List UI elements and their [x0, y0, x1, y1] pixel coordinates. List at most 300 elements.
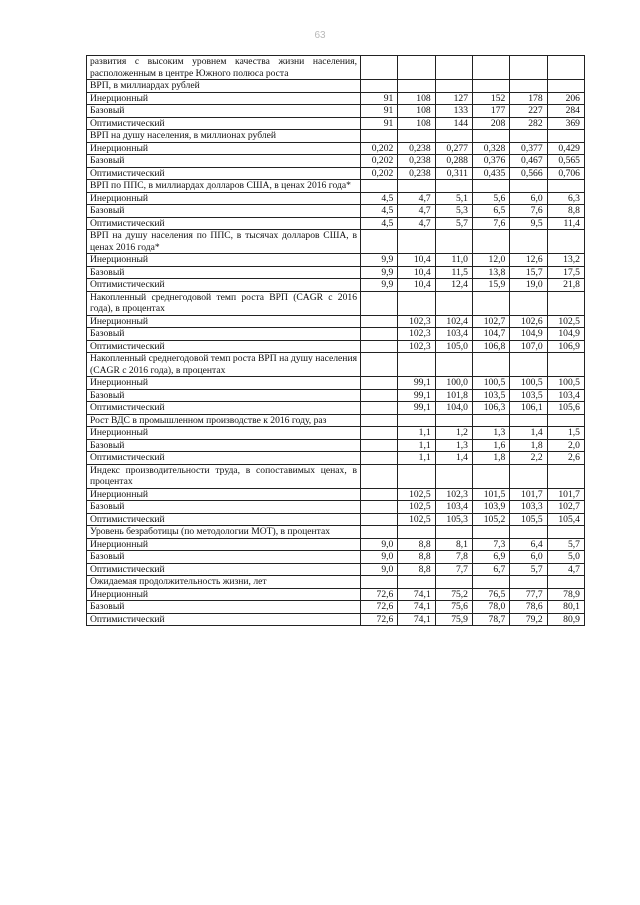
- value-cell: 13,2: [547, 254, 584, 267]
- scenario-row: [87, 155, 585, 168]
- value-cell: 99,1: [398, 389, 435, 402]
- value-cell: [547, 130, 584, 143]
- value-cell: [361, 513, 398, 526]
- scenario-row: [87, 389, 585, 402]
- scenario-row: [87, 513, 585, 526]
- value-cell: 6,0: [510, 551, 547, 564]
- value-cell: 5,7: [547, 538, 584, 551]
- value-cell: [361, 291, 398, 315]
- value-cell: [398, 414, 435, 427]
- value-cell: [472, 464, 509, 488]
- value-cell: 79,2: [510, 613, 547, 626]
- value-cell: [361, 464, 398, 488]
- value-cell: 19,0: [510, 279, 547, 292]
- value-cell: 102,4: [435, 315, 472, 328]
- value-cell: [361, 488, 398, 501]
- value-cell: [472, 526, 509, 539]
- value-cell: [435, 414, 472, 427]
- value-cell: [510, 353, 547, 377]
- value-cell: 5,1: [435, 192, 472, 205]
- value-cell: 12,6: [510, 254, 547, 267]
- indicator-header-row: [87, 130, 585, 143]
- value-cell: 12,4: [435, 279, 472, 292]
- scenario-row: [87, 167, 585, 180]
- value-cell: 6,7: [472, 563, 509, 576]
- value-cell: 0,288: [435, 155, 472, 168]
- value-cell: 7,6: [472, 217, 509, 230]
- value-cell: [472, 353, 509, 377]
- value-cell: 75,9: [435, 613, 472, 626]
- value-cell: 282: [510, 117, 547, 130]
- indicator-title: Накопленный среднегодовой темп роста ВРП (CAGR с 2016 года), в процентах: [87, 291, 361, 315]
- value-cell: 108: [398, 92, 435, 105]
- value-cell: 0,435: [472, 167, 509, 180]
- value-cell: 74,1: [398, 613, 435, 626]
- value-cell: 102,6: [510, 315, 547, 328]
- scenario-label: Оптимистический: [87, 340, 361, 353]
- value-cell: 78,6: [510, 601, 547, 614]
- value-cell: [398, 576, 435, 589]
- value-cell: [435, 526, 472, 539]
- value-cell: 1,4: [510, 427, 547, 440]
- value-cell: 104,9: [510, 328, 547, 341]
- value-cell: [435, 180, 472, 193]
- value-cell: [472, 56, 509, 80]
- value-cell: 91: [361, 92, 398, 105]
- value-cell: 102,7: [472, 315, 509, 328]
- value-cell: [472, 414, 509, 427]
- scenario-label: Оптимистический: [87, 167, 361, 180]
- indicator-header-row: [87, 291, 585, 315]
- value-cell: 0,706: [547, 167, 584, 180]
- scenario-label: Инерционный: [87, 488, 361, 501]
- value-cell: 101,7: [547, 488, 584, 501]
- value-cell: [510, 180, 547, 193]
- value-cell: 99,1: [398, 377, 435, 390]
- value-cell: 6,9: [472, 551, 509, 564]
- value-cell: 0,429: [547, 142, 584, 155]
- value-cell: 102,3: [435, 488, 472, 501]
- value-cell: [361, 427, 398, 440]
- scenario-row: [87, 427, 585, 440]
- value-cell: 102,5: [547, 315, 584, 328]
- value-cell: 0,202: [361, 155, 398, 168]
- value-cell: [547, 180, 584, 193]
- scenario-row: [87, 205, 585, 218]
- value-cell: [547, 80, 584, 93]
- value-cell: 0,238: [398, 142, 435, 155]
- value-cell: 102,7: [547, 501, 584, 514]
- value-cell: 1,8: [510, 439, 547, 452]
- scenario-row: [87, 538, 585, 551]
- scenario-row: [87, 217, 585, 230]
- scenario-row: [87, 105, 585, 118]
- value-cell: [398, 180, 435, 193]
- scenario-row: [87, 501, 585, 514]
- scenario-label: Базовый: [87, 266, 361, 279]
- value-cell: [547, 576, 584, 589]
- value-cell: 7,8: [435, 551, 472, 564]
- scenario-row: [87, 563, 585, 576]
- value-cell: 4,5: [361, 205, 398, 218]
- page-number: 63: [314, 30, 326, 41]
- value-cell: 0,328: [472, 142, 509, 155]
- value-cell: 1,1: [398, 427, 435, 440]
- value-cell: 127: [435, 92, 472, 105]
- value-cell: 103,5: [510, 389, 547, 402]
- value-cell: [510, 291, 547, 315]
- value-cell: 5,0: [547, 551, 584, 564]
- scenario-label: Инерционный: [87, 142, 361, 155]
- value-cell: [361, 526, 398, 539]
- value-cell: 1,6: [472, 439, 509, 452]
- value-cell: 6,5: [472, 205, 509, 218]
- value-cell: 1,4: [435, 452, 472, 465]
- value-cell: 102,3: [398, 340, 435, 353]
- value-cell: 1,3: [435, 439, 472, 452]
- value-cell: 78,9: [547, 588, 584, 601]
- scenario-row: [87, 601, 585, 614]
- value-cell: 8,8: [398, 563, 435, 576]
- scenario-label: Оптимистический: [87, 117, 361, 130]
- scenario-label: Оптимистический: [87, 563, 361, 576]
- indicator-title: Уровень безработицы (по методологии МОТ), в процентах: [87, 526, 361, 539]
- value-cell: 75,2: [435, 588, 472, 601]
- scenario-label: Инерционный: [87, 254, 361, 267]
- value-cell: [435, 80, 472, 93]
- value-cell: 0,238: [398, 167, 435, 180]
- value-cell: [398, 353, 435, 377]
- value-cell: [361, 328, 398, 341]
- value-cell: 10,4: [398, 254, 435, 267]
- indicator-title: развития с высоким уровнем качества жизни населения, расположенным в центре Южного полюса роста: [87, 56, 361, 80]
- value-cell: 103,3: [510, 501, 547, 514]
- value-cell: [435, 576, 472, 589]
- value-cell: 102,5: [398, 513, 435, 526]
- value-cell: [361, 130, 398, 143]
- value-cell: 106,3: [472, 402, 509, 415]
- scenario-label: Инерционный: [87, 192, 361, 205]
- value-cell: [435, 230, 472, 254]
- indicator-header-row: [87, 353, 585, 377]
- value-cell: 77,7: [510, 588, 547, 601]
- value-cell: 10,4: [398, 279, 435, 292]
- value-cell: [547, 526, 584, 539]
- value-cell: 106,1: [510, 402, 547, 415]
- value-cell: 21,8: [547, 279, 584, 292]
- value-cell: [510, 576, 547, 589]
- value-cell: 4,5: [361, 217, 398, 230]
- value-cell: [361, 576, 398, 589]
- value-cell: 105,2: [472, 513, 509, 526]
- value-cell: 100,5: [547, 377, 584, 390]
- indicator-header-row: [87, 526, 585, 539]
- scenario-row: [87, 192, 585, 205]
- value-cell: [547, 353, 584, 377]
- value-cell: 11,4: [547, 217, 584, 230]
- value-cell: [398, 56, 435, 80]
- indicator-title: Рост ВДС в промышленном производстве к 2016 году, раз: [87, 414, 361, 427]
- scenario-row: [87, 402, 585, 415]
- value-cell: 7,3: [472, 538, 509, 551]
- indicator-header-row: [87, 180, 585, 193]
- value-cell: 9,5: [510, 217, 547, 230]
- scenario-label: Инерционный: [87, 588, 361, 601]
- indicator-title: ВРП, в миллиардах рублей: [87, 80, 361, 93]
- scenario-label: Базовый: [87, 501, 361, 514]
- value-cell: 105,4: [547, 513, 584, 526]
- value-cell: 1,1: [398, 439, 435, 452]
- value-cell: 0,377: [510, 142, 547, 155]
- value-cell: 5,7: [435, 217, 472, 230]
- indicator-title: ВРП на душу населения, в миллионах рублей: [87, 130, 361, 143]
- value-cell: 74,1: [398, 588, 435, 601]
- value-cell: 101,8: [435, 389, 472, 402]
- value-cell: [472, 291, 509, 315]
- indicator-header-row: [87, 230, 585, 254]
- value-cell: 103,4: [435, 328, 472, 341]
- value-cell: 106,8: [472, 340, 509, 353]
- value-cell: [398, 80, 435, 93]
- value-cell: [361, 56, 398, 80]
- value-cell: 103,4: [547, 389, 584, 402]
- indicator-title: Индекс производительности труда, в сопоставимых ценах, в процентах: [87, 464, 361, 488]
- value-cell: 0,565: [547, 155, 584, 168]
- value-cell: [361, 439, 398, 452]
- value-cell: 11,0: [435, 254, 472, 267]
- value-cell: [361, 377, 398, 390]
- value-cell: 80,9: [547, 613, 584, 626]
- scenario-row: [87, 588, 585, 601]
- value-cell: 10,4: [398, 266, 435, 279]
- value-cell: 99,1: [398, 402, 435, 415]
- value-cell: 100,5: [472, 377, 509, 390]
- scenario-label: Базовый: [87, 439, 361, 452]
- indicator-title: ВРП по ППС, в миллиардах долларов США, в ценах 2016 года*: [87, 180, 361, 193]
- value-cell: [435, 291, 472, 315]
- value-cell: [547, 230, 584, 254]
- value-cell: [435, 56, 472, 80]
- value-cell: [398, 130, 435, 143]
- scenario-label: Оптимистический: [87, 279, 361, 292]
- value-cell: 0,311: [435, 167, 472, 180]
- value-cell: [472, 230, 509, 254]
- value-cell: [547, 464, 584, 488]
- value-cell: 78,0: [472, 601, 509, 614]
- value-cell: [435, 464, 472, 488]
- indicator-header-row: [87, 80, 585, 93]
- value-cell: 9,9: [361, 279, 398, 292]
- value-cell: [547, 56, 584, 80]
- scenario-row: [87, 279, 585, 292]
- scenario-label: Инерционный: [87, 377, 361, 390]
- value-cell: 9,0: [361, 563, 398, 576]
- value-cell: 2,2: [510, 452, 547, 465]
- value-cell: 0,376: [472, 155, 509, 168]
- value-cell: 227: [510, 105, 547, 118]
- scenario-row: [87, 377, 585, 390]
- value-cell: 5,7: [510, 563, 547, 576]
- scenario-row: [87, 266, 585, 279]
- value-cell: 106,9: [547, 340, 584, 353]
- value-cell: [361, 414, 398, 427]
- value-cell: 102,5: [398, 501, 435, 514]
- value-cell: 1,8: [472, 452, 509, 465]
- value-cell: 100,5: [510, 377, 547, 390]
- scenario-row: [87, 92, 585, 105]
- value-cell: [398, 291, 435, 315]
- scenario-label: Базовый: [87, 328, 361, 341]
- value-cell: [472, 80, 509, 93]
- indicator-header-row: [87, 414, 585, 427]
- scenario-label: Инерционный: [87, 427, 361, 440]
- value-cell: 105,3: [435, 513, 472, 526]
- value-cell: 78,7: [472, 613, 509, 626]
- value-cell: 101,7: [510, 488, 547, 501]
- indicator-title: Накопленный среднегодовой темп роста ВРП на душу населения (CAGR с 2016 года), в процентах: [87, 353, 361, 377]
- value-cell: [510, 414, 547, 427]
- value-cell: [361, 80, 398, 93]
- value-cell: [361, 501, 398, 514]
- value-cell: 152: [472, 92, 509, 105]
- value-cell: 91: [361, 105, 398, 118]
- value-cell: 102,5: [398, 488, 435, 501]
- value-cell: [398, 464, 435, 488]
- value-cell: 0,566: [510, 167, 547, 180]
- value-cell: 1,1: [398, 452, 435, 465]
- value-cell: 0,238: [398, 155, 435, 168]
- value-cell: 75,6: [435, 601, 472, 614]
- scenario-label: Базовый: [87, 205, 361, 218]
- scenario-label: Инерционный: [87, 538, 361, 551]
- indicators-table: [86, 55, 585, 626]
- value-cell: 100,0: [435, 377, 472, 390]
- value-cell: 103,5: [472, 389, 509, 402]
- value-cell: 0,202: [361, 167, 398, 180]
- value-cell: [361, 389, 398, 402]
- value-cell: [361, 402, 398, 415]
- indicator-header-row: [87, 56, 585, 80]
- value-cell: 5,3: [435, 205, 472, 218]
- value-cell: [361, 230, 398, 254]
- value-cell: [472, 180, 509, 193]
- value-cell: 4,7: [398, 192, 435, 205]
- value-cell: 76,5: [472, 588, 509, 601]
- scenario-label: Оптимистический: [87, 402, 361, 415]
- value-cell: [547, 291, 584, 315]
- value-cell: [361, 452, 398, 465]
- value-cell: 7,7: [435, 563, 472, 576]
- scenario-row: [87, 254, 585, 267]
- indicator-header-row: [87, 576, 585, 589]
- value-cell: 9,9: [361, 266, 398, 279]
- scenario-label: Базовый: [87, 601, 361, 614]
- scenario-row: [87, 551, 585, 564]
- scenario-row: [87, 117, 585, 130]
- value-cell: 1,2: [435, 427, 472, 440]
- scenario-label: Базовый: [87, 551, 361, 564]
- value-cell: 104,0: [435, 402, 472, 415]
- scenario-label: Оптимистический: [87, 613, 361, 626]
- value-cell: 8,8: [398, 538, 435, 551]
- value-cell: [435, 130, 472, 143]
- value-cell: 178: [510, 92, 547, 105]
- value-cell: [510, 526, 547, 539]
- value-cell: [510, 464, 547, 488]
- value-cell: 91: [361, 117, 398, 130]
- value-cell: 105,0: [435, 340, 472, 353]
- value-cell: 284: [547, 105, 584, 118]
- value-cell: 208: [472, 117, 509, 130]
- value-cell: [510, 130, 547, 143]
- value-cell: 104,7: [472, 328, 509, 341]
- value-cell: 1,3: [472, 427, 509, 440]
- scenario-label: Оптимистический: [87, 513, 361, 526]
- scenario-row: [87, 142, 585, 155]
- value-cell: 4,7: [398, 205, 435, 218]
- scenario-label: Базовый: [87, 105, 361, 118]
- scenario-row: [87, 488, 585, 501]
- value-cell: [361, 180, 398, 193]
- value-cell: 103,4: [435, 501, 472, 514]
- value-cell: [510, 80, 547, 93]
- value-cell: 102,3: [398, 315, 435, 328]
- value-cell: 8,1: [435, 538, 472, 551]
- value-cell: 11,5: [435, 266, 472, 279]
- scenario-row: [87, 315, 585, 328]
- value-cell: [510, 230, 547, 254]
- value-cell: 5,6: [472, 192, 509, 205]
- value-cell: 108: [398, 117, 435, 130]
- value-cell: 17,5: [547, 266, 584, 279]
- value-cell: 0,202: [361, 142, 398, 155]
- value-cell: 177: [472, 105, 509, 118]
- value-cell: 15,7: [510, 266, 547, 279]
- scenario-label: Инерционный: [87, 315, 361, 328]
- value-cell: 133: [435, 105, 472, 118]
- value-cell: 13,8: [472, 266, 509, 279]
- value-cell: [472, 130, 509, 143]
- value-cell: 369: [547, 117, 584, 130]
- value-cell: 15,9: [472, 279, 509, 292]
- scenario-label: Оптимистический: [87, 452, 361, 465]
- value-cell: 144: [435, 117, 472, 130]
- scenario-label: Базовый: [87, 155, 361, 168]
- value-cell: 206: [547, 92, 584, 105]
- value-cell: [361, 315, 398, 328]
- value-cell: 2,6: [547, 452, 584, 465]
- value-cell: [547, 414, 584, 427]
- value-cell: 7,6: [510, 205, 547, 218]
- value-cell: 80,1: [547, 601, 584, 614]
- value-cell: 4,7: [547, 563, 584, 576]
- scenario-label: Инерционный: [87, 92, 361, 105]
- scenario-row: [87, 439, 585, 452]
- scenario-label: Базовый: [87, 389, 361, 402]
- value-cell: 9,0: [361, 538, 398, 551]
- value-cell: [398, 230, 435, 254]
- scenario-row: [87, 340, 585, 353]
- value-cell: 74,1: [398, 601, 435, 614]
- value-cell: 12,0: [472, 254, 509, 267]
- scenario-row: [87, 613, 585, 626]
- value-cell: 107,0: [510, 340, 547, 353]
- value-cell: 4,5: [361, 192, 398, 205]
- value-cell: 6,4: [510, 538, 547, 551]
- value-cell: 2,0: [547, 439, 584, 452]
- scenario-label: Оптимистический: [87, 217, 361, 230]
- value-cell: 6,3: [547, 192, 584, 205]
